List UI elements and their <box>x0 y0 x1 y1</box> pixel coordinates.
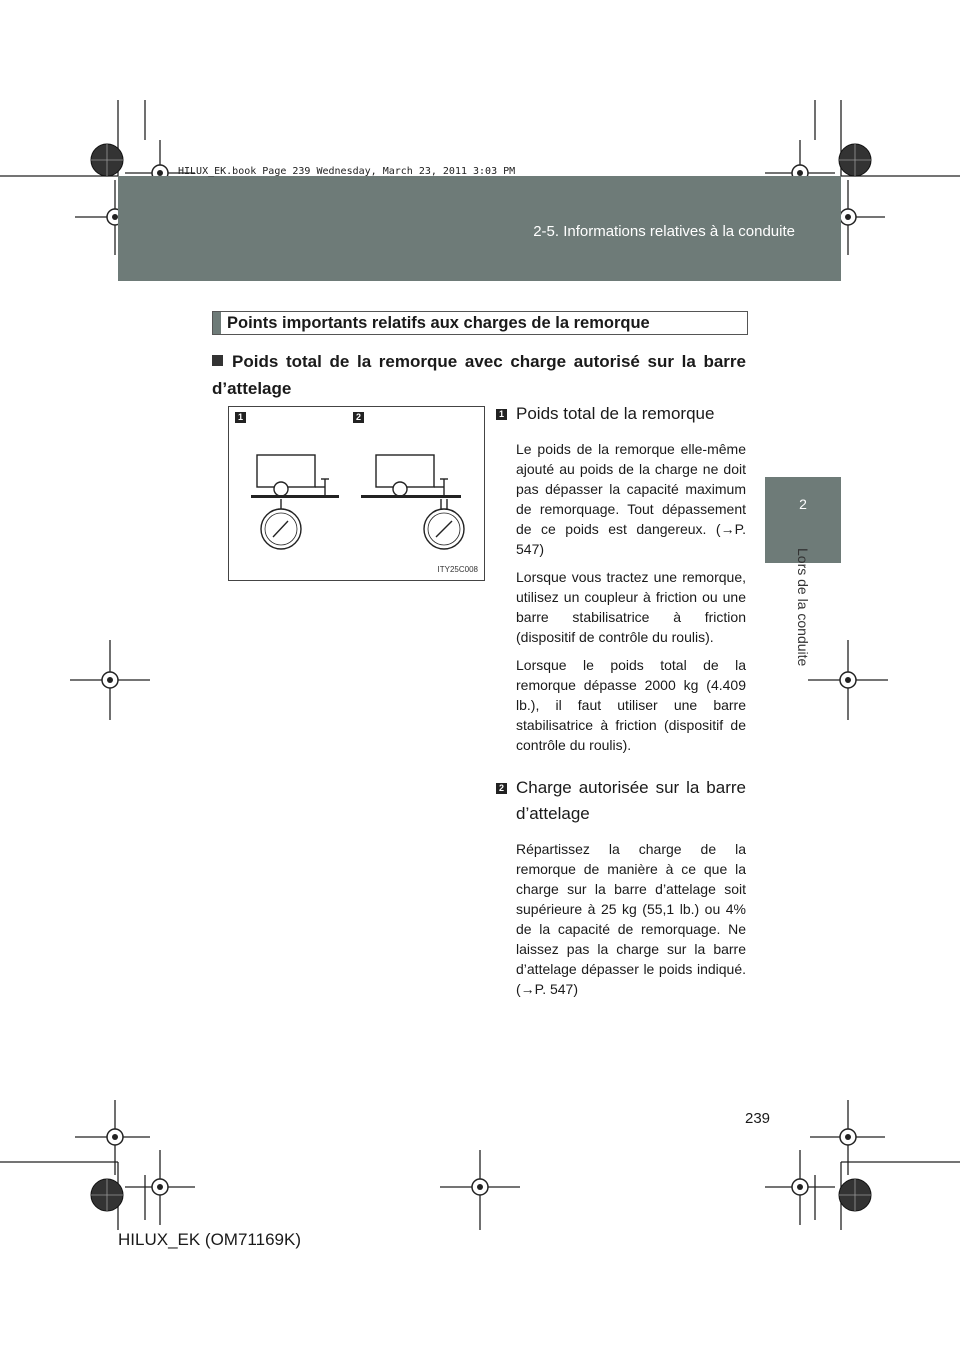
item-1-title <box>496 401 746 427</box>
square-bullet-icon <box>212 355 223 366</box>
item-1 <box>496 401 746 755</box>
item-2-title-text: Charge autorisée sur la barre d’attelage <box>516 778 746 823</box>
section-title: Points importants relatifs aux charges de la remorque <box>227 314 650 332</box>
item-2 <box>496 775 746 999</box>
book-stamp: HILUX_EK.book Page 239 Wednesday, March 23, 2011 3:03 PM <box>178 166 516 177</box>
item-2-title <box>496 775 746 827</box>
subheading-text: Poids total de la remorque avec charge autorisé sur la barre d’attelage <box>212 352 746 398</box>
chapter-number: 2 <box>799 496 807 512</box>
item-1-title-text: Poids total de la remorque <box>516 404 715 423</box>
running-header: 2-5. Informations relatives à la conduite <box>533 223 795 240</box>
item-1-marker: 1 <box>496 409 507 420</box>
footer-code: HILUX_EK (OM71169K) <box>118 1230 301 1249</box>
figure-code: ITY25C008 <box>437 565 478 574</box>
page-number: 239 <box>745 1110 771 1127</box>
section-heading <box>212 311 748 335</box>
item-2-marker: 2 <box>496 783 507 794</box>
item-1-paragraph: Lorsque vous tractez une remorque, utilisez un coupleur à friction ou une barre stabilisatrice à friction (dispositif de contrôle du roulis). <box>516 569 746 645</box>
item-1-paragraph: Lorsque le poids total de la remorque dépasse 2000 kg (4.409 lb.), il faut utiliser une barre stabilisatrice à friction (dispositif de contrôle du roulis). <box>516 657 746 753</box>
subheading <box>212 348 746 402</box>
chapter-label: Lors de la conduite <box>795 548 811 667</box>
item-1-paragraph: Le poids de la remorque elle-même ajouté au poids de la charge ne doit pas dépasser la capacité maximum de remorquage. Tout dépassement de ce poids est dangereux. (→P. 547) <box>516 441 746 557</box>
figure-marker-1: 1 <box>235 412 246 423</box>
trailer-scale-illustration <box>229 407 484 580</box>
trailer-weight-figure <box>228 406 485 581</box>
section-heading-bar <box>213 312 221 334</box>
figure-marker-2: 2 <box>353 412 364 423</box>
item-2-paragraph: Répartissez la charge de la remorque de manière à ce que la charge sur la barre d’attelage soit supérieure à 25 kg (55,1 lb.) ou 4% de la capacité de remorquage. Ne laissez pas la charge sur la barre d’attelage dépasser le poids indiqué. (→P. 547) <box>516 841 746 997</box>
